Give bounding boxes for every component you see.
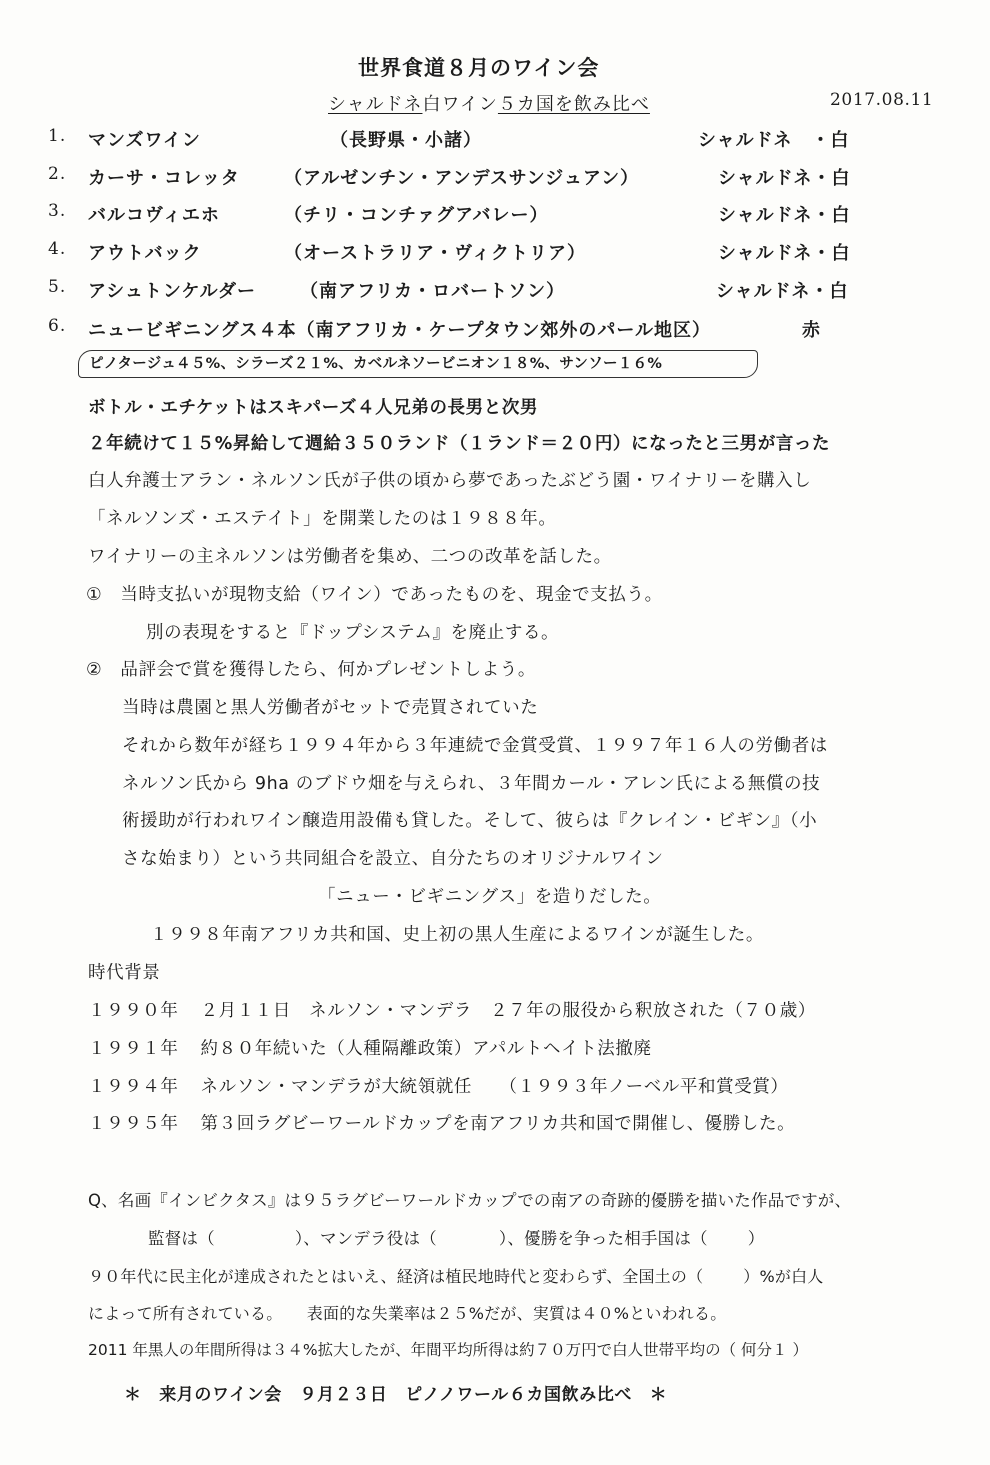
- wine-region: （南アフリカ・ロバートソン）: [300, 281, 566, 302]
- wine-name-region: ニュービギニングス４本（南アフリカ・ケープタウン郊外のパール地区）: [88, 320, 712, 341]
- timeline-year: １９９１年: [88, 1039, 179, 1059]
- wine-item: [0, 239, 990, 269]
- subtitle-five-countries: ５カ国を飲み比べ: [497, 94, 650, 115]
- story-line: 別の表現をすると『ドップシステム』を廃止する。: [146, 623, 560, 643]
- wine-variety: シャルドネ ・白: [698, 130, 850, 151]
- wine-name: バルコヴィエホ: [88, 205, 220, 226]
- wine-variety: シャルドネ・白: [716, 281, 849, 302]
- wine-region: （チリ・コンチァグアバレー）: [284, 205, 549, 226]
- event-date: 2017.08.11: [830, 90, 934, 110]
- story-line: さな始まり）という共同組合を設立、自分たちのオリジナルワイン: [122, 849, 664, 869]
- wine-name: アシュトンケルダー: [88, 281, 256, 302]
- wine-number: 4.: [48, 239, 67, 259]
- quiz-question: Q、名画『インビクタス』は９５ラグビーワールドカップでの南アの奇跡的優勝を描いた作品ですが、: [88, 1191, 852, 1210]
- wine-item: [0, 277, 990, 307]
- wine-variety: シャルドネ・白: [718, 205, 851, 226]
- story-line: 「ネルソンズ・エステイト」を開業したのは１９８８年。: [88, 509, 557, 529]
- wine-item: [0, 201, 990, 231]
- story-line: １９９８年南アフリカ共和国、史上初の黒人生産によるワインが誕生した。: [150, 925, 764, 945]
- story-line: ２年続けて１５%昇給して週給３５０ランド（１ランド＝２０円）になったと三男が言った: [88, 434, 831, 454]
- wine-name: マンズワイン: [88, 130, 201, 151]
- wine-variety: シャルドネ・白: [718, 168, 851, 189]
- reform-1: ① 当時支払いが現物支給（ワイン）であったものを、現金で支払う。: [86, 585, 663, 605]
- subtitle-chardonnay: シャルドネ: [328, 94, 423, 115]
- timeline-year: １９９５年: [88, 1114, 179, 1134]
- wine-item: [0, 164, 990, 194]
- story-line: 白人弁護士アラン・ネルソン氏が子供の頃から夢であったぶどう園・ワイナリーを購入し: [88, 471, 812, 491]
- wine-item: [0, 126, 990, 156]
- subtitle-white-wine: 白ワイン: [422, 94, 498, 115]
- timeline-event: ネルソン・マンデラが大統領就任 （１９９３年ノーベル平和賞受賞）: [200, 1077, 789, 1097]
- grape-blend-box: ピノタージュ４５%、シラーズ２１%、カベルネソービニオン１８%、サンソー１６%: [78, 350, 758, 378]
- page-title: 世界食道８月のワイン会: [358, 56, 600, 80]
- timeline-row: [88, 997, 816, 1022]
- quiz-line: 2011 年黒人の年間所得は３４%拡大したが、年間平均所得は約７０万円で白人世帯平均の（ 何分１ ）: [88, 1341, 808, 1359]
- wine-item: [0, 316, 990, 346]
- quiz-mandela-label: ）、マンデラ役は（: [294, 1229, 437, 1248]
- wine-variety: シャルドネ・白: [718, 243, 851, 264]
- section-heading-background: 時代背景: [88, 963, 161, 983]
- wine-number: 3.: [48, 201, 67, 221]
- timeline-row: [88, 1073, 789, 1098]
- page-subtitle: [328, 90, 650, 116]
- quiz-close-paren: ）: [747, 1229, 765, 1248]
- timeline-year: １９９０年: [88, 1001, 179, 1021]
- story-line: ワイナリーの主ネルソンは労働者を集め、二つの改革を話した。: [88, 547, 612, 567]
- story-line: ネルソン氏から 9ha のブドウ畑を与えられ、３年間カール・アレン氏による無償の技: [122, 774, 821, 794]
- timeline-event: ２月１１日 ネルソン・マンデラ ２７年の服役から釈放された（７０歳）: [200, 1001, 816, 1021]
- wine-region: （オーストラリア・ヴィクトリア）: [284, 243, 587, 264]
- quiz-land-text: ９０年代に民主化が達成されたとはいえ、経済は植民地時代と変わらず、全国土の（: [88, 1267, 704, 1286]
- quiz-land-line: [88, 1264, 824, 1287]
- wine-region: （長野県・小諸）: [330, 130, 482, 151]
- timeline-event: 第３回ラグビーワールドカップを南アフリカ共和国で開催し、優勝した。: [200, 1114, 796, 1134]
- quiz-blanks: [148, 1225, 764, 1249]
- quiz-director-label: 監督は（: [148, 1229, 215, 1248]
- timeline-event: 約８０年続いた（人種隔離政策）アパルトヘイト法撤廃: [200, 1039, 652, 1059]
- wine-color: 赤: [802, 320, 821, 341]
- quiz-line: によって所有されている。 表面的な失業率は２５%だが、実質は４０%といわれる。: [88, 1304, 727, 1323]
- wine-number: 1.: [48, 126, 67, 146]
- wine-name: カーサ・コレッタ: [88, 168, 240, 189]
- wine-name: アウトバック: [88, 243, 202, 264]
- wine-number: 5.: [48, 277, 67, 297]
- wine-number: 6.: [48, 316, 67, 336]
- story-line: それから数年が経ち１９９４年から３年連続で金賞受賞、１９９７年１６人の労働者は: [122, 736, 828, 756]
- quiz-opponent-label: ）、優勝を争った相手国は（: [498, 1229, 708, 1248]
- wine-region: （アルゼンチン・アンデスサンジュアン）: [284, 168, 640, 189]
- next-event-footer: ＊ 来月のワイン会 ９月２３日 ピノノワール６カ国飲み比べ ＊: [124, 1385, 668, 1405]
- story-line: 「ニュー・ビギニングス」を造りだした。: [318, 887, 662, 907]
- wine-number: 2.: [48, 164, 67, 184]
- story-line: 術援助が行われワイン醸造用設備も貸した。そして、彼らは『クレイン・ビギン』（小: [122, 811, 818, 831]
- timeline-year: １９９４年: [88, 1077, 179, 1097]
- story-line: 当時は農園と黒人労働者がセットで売買されていた: [122, 698, 539, 718]
- timeline-row: [88, 1110, 795, 1135]
- reform-2: ② 品評会で賞を獲得したら、何かプレゼントしよう。: [86, 660, 536, 680]
- timeline-row: [88, 1035, 652, 1060]
- story-line: ボトル・エチケットはスキパーズ４人兄弟の長男と次男: [88, 398, 539, 418]
- quiz-land-suffix: ）%が白人: [743, 1267, 824, 1286]
